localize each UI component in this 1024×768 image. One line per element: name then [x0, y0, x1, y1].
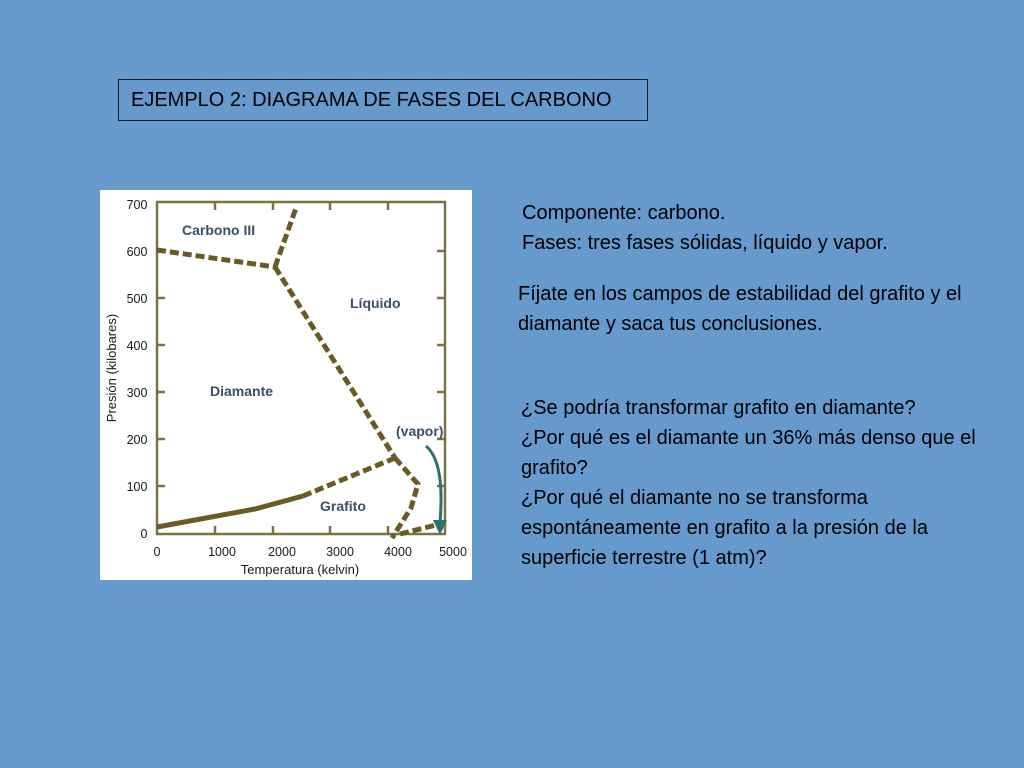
vapor-arrow: [426, 446, 441, 522]
x-tick-4000: 4000: [384, 545, 412, 559]
questions-block: [521, 393, 1001, 573]
y-tick-500: 500: [126, 292, 148, 306]
region-label-carbono-iii: Carbono III: [182, 222, 256, 238]
y-tick-600: 600: [126, 245, 148, 259]
region-label-grafito: Grafito: [320, 498, 366, 514]
x-axis-label: Temperatura (kelvin): [240, 562, 360, 577]
y-tick-100: 100: [126, 480, 148, 494]
phase-diagram-svg: [100, 190, 472, 580]
question-item: ¿Por qué el diamante no se transforma espontáneamente en grafito a la presión de la superficie terrestre (1 atm)?: [521, 487, 928, 569]
graphite-diamond-boundary-low: [157, 496, 303, 527]
x-tick-0: 0: [153, 545, 161, 559]
y-tick-200: 200: [126, 433, 148, 447]
slide-title-text: EJEMPLO 2: DIAGRAMA DE FASES DEL CARBONO: [131, 88, 612, 111]
y-axis-label: Presión (kilobares): [104, 313, 119, 423]
x-tick-3000: 3000: [326, 545, 354, 559]
y-tick-300: 300: [126, 386, 148, 400]
carbon-iii-boundary-top: [275, 208, 296, 267]
question-item: ¿Se podría transformar grafito en diamante?: [521, 397, 916, 419]
region-label-liquido: Líquido: [350, 295, 401, 311]
y-tick-0: 0: [140, 527, 148, 541]
x-tick-5000: 5000: [439, 545, 467, 559]
graphite-liquid-boundary: [392, 458, 418, 538]
plot-frame: [157, 202, 445, 534]
x-tick-2000: 2000: [268, 545, 296, 559]
y-tick-700: 700: [126, 198, 148, 212]
y-tick-400: 400: [126, 339, 148, 353]
region-label-diamante: Diamante: [210, 383, 274, 399]
graphite-diamond-boundary-high: [303, 458, 395, 496]
instruction-text: Fíjate en los campos de estabilidad del grafito y el diamante y saca tus conclusiones.: [518, 283, 962, 335]
question-item: ¿Por qué es el diamante un 36% más denso que el grafito?: [521, 427, 976, 479]
region-label-vapor: (vapor): [396, 423, 444, 439]
phase-diagram-figure: [100, 190, 472, 580]
x-tick-marks: [215, 202, 388, 534]
info-block: [522, 198, 888, 258]
info-component-line: Componente: carbono.: [522, 202, 726, 224]
graphite-vapor-boundary: [400, 524, 440, 534]
y-tick-marks: [157, 251, 445, 486]
info-phases-line: Fases: tres fases sólidas, líquido y vapor.: [522, 232, 888, 254]
carbon-iii-boundary-left: [157, 250, 275, 267]
x-tick-1000: 1000: [208, 545, 236, 559]
instruction-block: [518, 279, 998, 339]
slide-title: [118, 79, 648, 121]
